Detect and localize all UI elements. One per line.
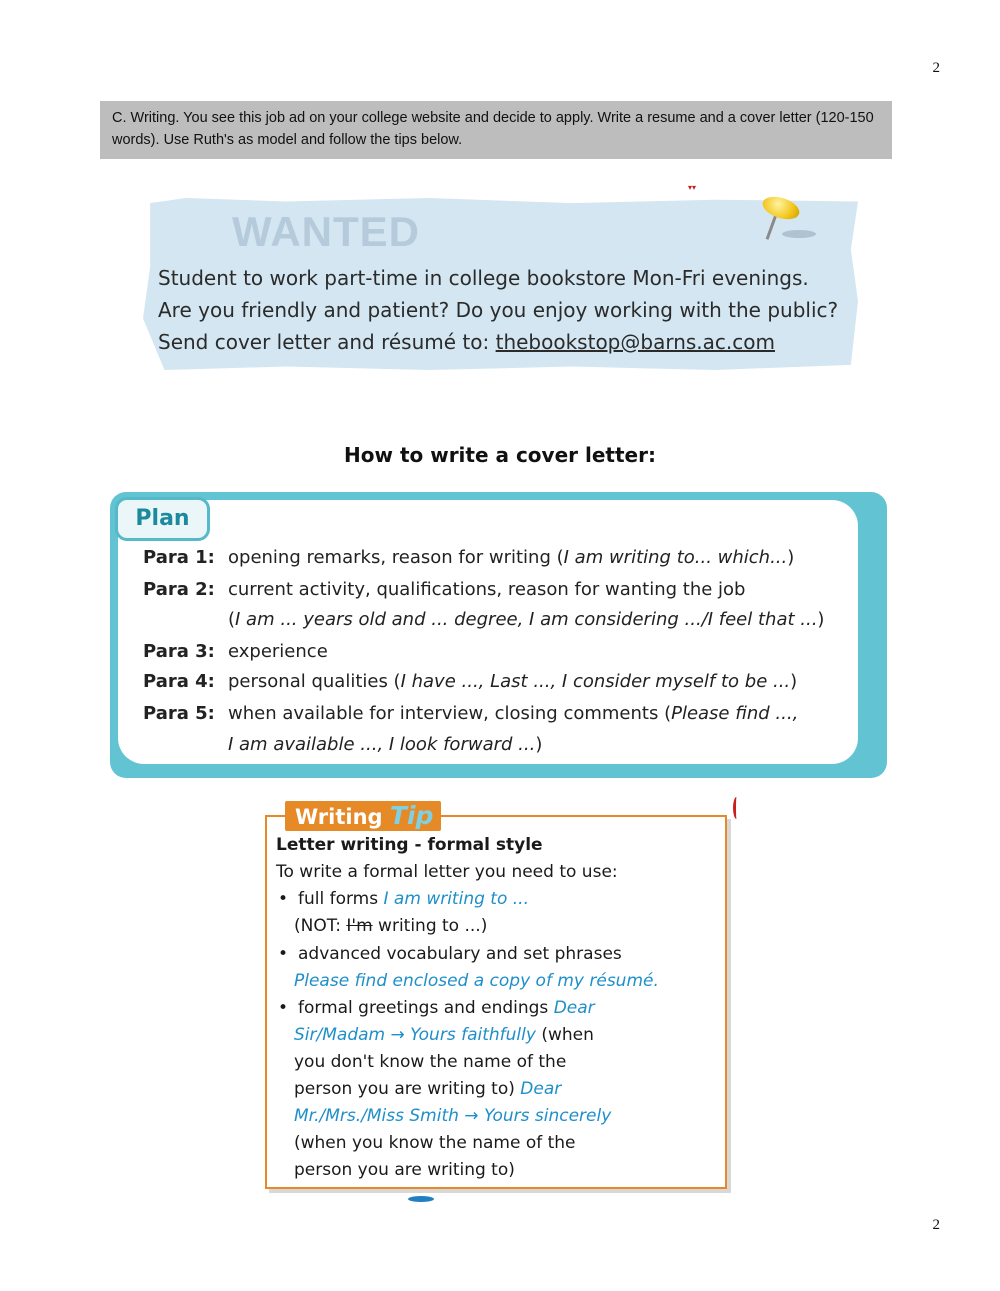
tip-bullet-3-line: (when you know the name of the xyxy=(294,1133,576,1153)
tip-title: Letter writing - formal style xyxy=(276,835,543,855)
tip-bullet-3-line: Mr./Mrs./Miss Smith → Yours sincerely xyxy=(294,1106,612,1126)
tip-bullet-1-note: (NOT: I'm writing to ...) xyxy=(294,916,488,936)
page-number-top: 2 xyxy=(932,60,940,76)
para-text: opening remarks, reason for writing (I am writing to... which...) xyxy=(228,547,795,568)
tip-bullet-2: advanced vocabulary and set phrases xyxy=(298,944,622,964)
para-text: when available for interview, closing comments (Please find ..., xyxy=(228,703,799,724)
ad-line-1: Student to work part-time in college bookstore Mon-Fri evenings. xyxy=(158,266,809,290)
decorative-blue-mark xyxy=(408,1196,434,1202)
para-label: Para 4: xyxy=(143,671,215,692)
tip-bullet-1: full forms I am writing to ... xyxy=(298,889,529,909)
para-text: experience xyxy=(228,641,328,662)
section-heading: How to write a cover letter: xyxy=(344,443,656,467)
para-label: Para 1: xyxy=(143,547,215,568)
ad-line-3 xyxy=(158,330,775,354)
pushpin-shadow xyxy=(782,230,816,238)
ad-send-text: Send cover letter and résumé to: xyxy=(158,330,496,354)
para-text: personal qualities (I have ..., Last ..., I consider myself to be ...) xyxy=(228,671,798,692)
writing-tip-badge: Writing Tip xyxy=(285,801,441,831)
para-label: Para 3: xyxy=(143,641,215,662)
tip-intro: To write a formal letter you need to use: xyxy=(276,862,618,882)
plan-box-body xyxy=(118,500,858,764)
page-number-bottom: 2 xyxy=(932,1217,940,1233)
tip-bullet-3: formal greetings and endings Dear xyxy=(298,998,595,1018)
ad-line-2: Are you friendly and patient? Do you enjoy working with the public? xyxy=(158,298,839,322)
decorative-red-mark xyxy=(733,797,740,819)
bullet-icon: • xyxy=(278,944,289,964)
para-label: Para 2: xyxy=(143,579,215,600)
bullet-icon: • xyxy=(278,889,289,909)
para-label: Para 5: xyxy=(143,703,215,724)
tip-bullet-3-line: Sir/Madam → Yours faithfully (when xyxy=(294,1025,594,1045)
para-text: (I am ... years old and ... degree, I am considering .../I feel that ...) xyxy=(228,609,825,630)
para-text: I am available ..., I look forward ...) xyxy=(228,734,543,755)
decorative-red-dots: ▾▾ xyxy=(688,183,697,192)
tip-bullet-3-line: person you are writing to) xyxy=(294,1160,515,1180)
tip-bullet-3-line: person you are writing to) Dear xyxy=(294,1079,562,1099)
tip-bullet-3-line: you don't know the name of the xyxy=(294,1052,567,1072)
tip-bullet-2-example: Please find enclosed a copy of my résumé. xyxy=(294,971,659,991)
writing-instruction: C. Writing. You see this job ad on your college website and decide to apply. Write a resume and a cover letter (120-150 words). Use Ruth's as model and follow the tips below. xyxy=(100,101,892,159)
wanted-ad-title: WANTED xyxy=(232,208,420,255)
bullet-icon: • xyxy=(278,998,289,1018)
ad-email-link[interactable]: thebookstop@barns.ac.com xyxy=(495,330,775,354)
plan-tag: Plan xyxy=(115,497,210,541)
para-text: current activity, qualifications, reason for wanting the job xyxy=(228,579,746,600)
